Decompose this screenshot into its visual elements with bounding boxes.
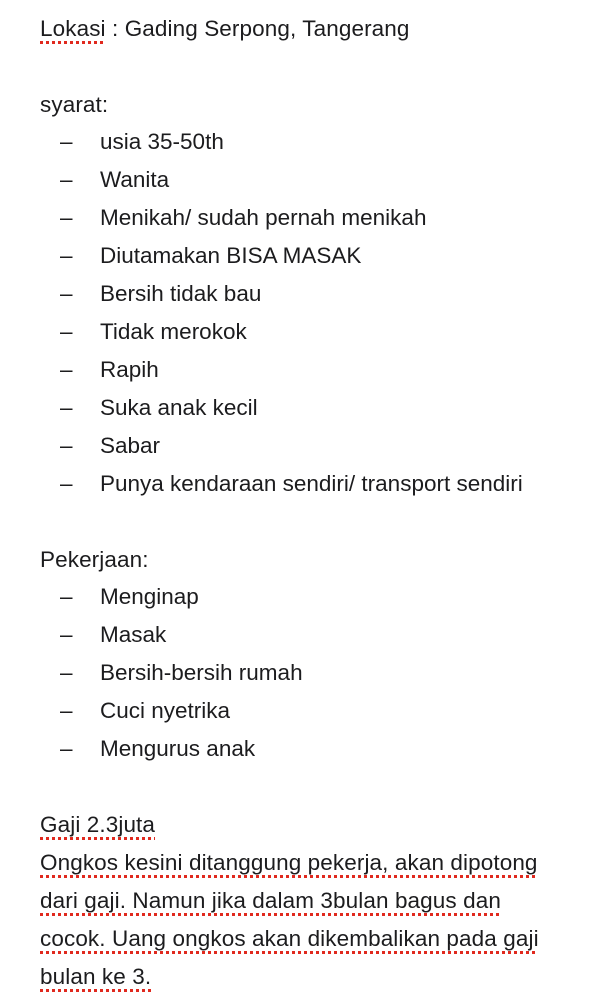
paragraph-line: Ongkos kesini ditanggung pekerja, akan dipotong — [40, 850, 538, 875]
dash-bullet: – — [60, 243, 73, 268]
paragraph-line: dari gaji. Namun jika dalam 3bulan bagus dan — [40, 888, 501, 913]
salary-line: Gaji 2.3juta — [40, 812, 156, 837]
dash-bullet: – — [60, 471, 73, 496]
location-line — [40, 14, 410, 44]
dash-bullet: – — [60, 129, 73, 154]
list-item-text: Menikah/ sudah pernah menikah — [100, 205, 427, 230]
spellcheck-word: Lokasi — [40, 16, 106, 41]
paragraph-line: bulan ke 3. — [40, 964, 152, 989]
dash-bullet: – — [60, 584, 73, 609]
list-item — [0, 469, 602, 499]
list-item — [0, 393, 602, 423]
list-item — [0, 431, 602, 461]
dash-bullet: – — [60, 319, 73, 344]
list-item-text: Bersih tidak bau — [100, 281, 262, 306]
list-item — [0, 658, 602, 688]
location-text: : Gading Serpong, Tangerang — [105, 16, 410, 41]
dash-bullet: – — [60, 433, 73, 458]
list-item — [0, 696, 602, 726]
paragraph-line: cocok. Uang ongkos akan dikembalikan pada gaji — [40, 926, 539, 951]
dash-bullet: – — [60, 622, 73, 647]
list-item-text: Cuci nyetrika — [100, 698, 231, 723]
list-item-text: Masak — [100, 622, 167, 647]
list-item — [0, 734, 602, 764]
list-item-text: Sabar — [100, 433, 161, 458]
list-item-text: Suka anak kecil — [100, 395, 258, 420]
list-item-text: Tidak merokok — [100, 319, 247, 344]
list-item-text: Diutamakan BISA MASAK — [100, 243, 362, 268]
list-item — [0, 620, 602, 650]
dash-bullet: – — [60, 357, 73, 382]
list-item — [0, 241, 602, 271]
requirements-heading: syarat: — [40, 92, 109, 117]
list-item — [0, 203, 602, 233]
list-item — [0, 317, 602, 347]
list-item — [0, 127, 602, 157]
dash-bullet: – — [60, 395, 73, 420]
list-item — [0, 165, 602, 195]
list-item — [0, 582, 602, 612]
dash-bullet: – — [60, 205, 73, 230]
job-duties-heading: Pekerjaan: — [40, 547, 149, 572]
dash-bullet: – — [60, 281, 73, 306]
list-item — [0, 355, 602, 385]
dash-bullet: – — [60, 698, 73, 723]
list-item-text: Menginap — [100, 584, 199, 609]
list-item-text: Wanita — [100, 167, 170, 192]
list-item-text: Rapih — [100, 357, 159, 382]
list-item-text: Punya kendaraan sendiri/ transport sendiri — [100, 471, 523, 496]
list-item — [0, 279, 602, 309]
dash-bullet: – — [60, 660, 73, 685]
list-item-text: usia 35-50th — [100, 129, 224, 154]
dash-bullet: – — [60, 167, 73, 192]
list-item-text: Bersih-bersih rumah — [100, 660, 303, 685]
list-item-text: Mengurus anak — [100, 736, 256, 761]
dash-bullet: – — [60, 736, 73, 761]
